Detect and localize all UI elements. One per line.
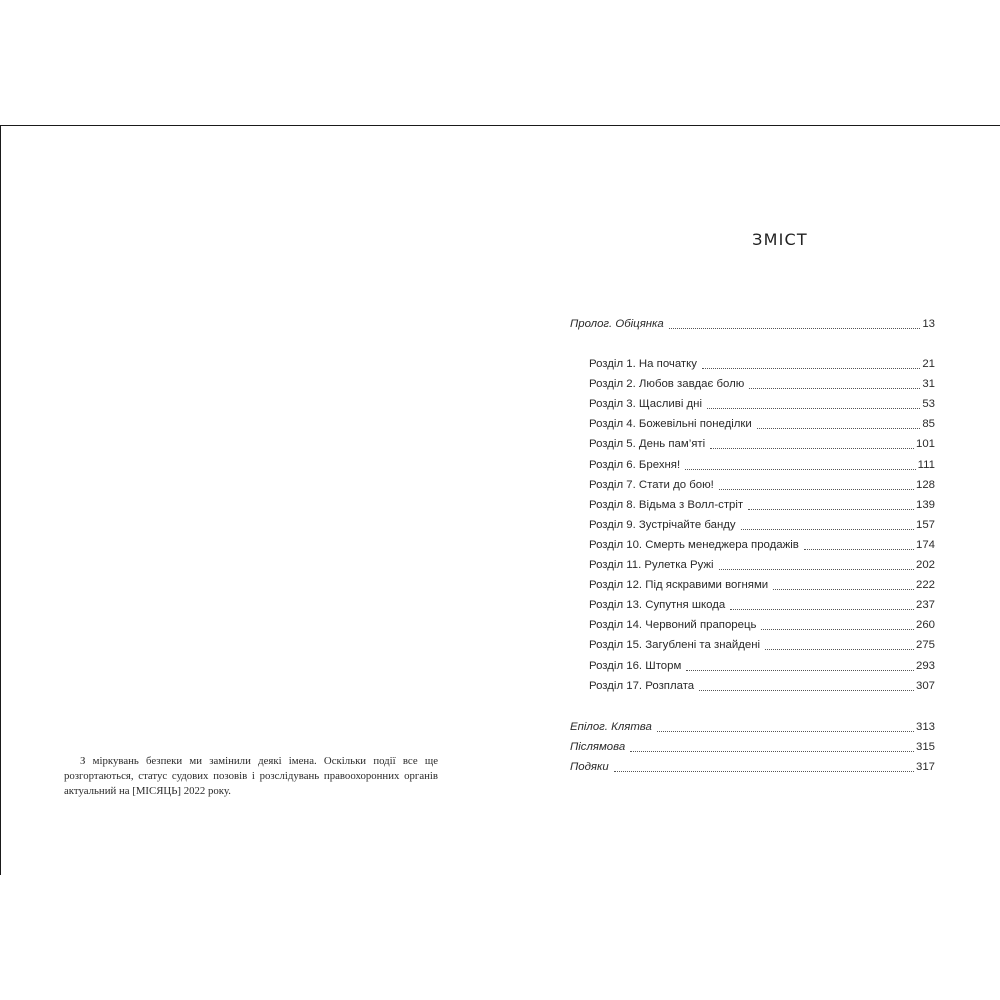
dot-leader (614, 771, 914, 772)
toc-entry-label: Розділ 3. Щасливі дні (589, 398, 702, 411)
toc-entry-label: Епілог. Клятва (570, 721, 652, 733)
toc-entry-chapter (589, 394, 935, 414)
toc-entry-prologue (570, 314, 935, 334)
toc-entry-label: Розділ 13. Супутня шкода (589, 599, 726, 612)
toc-entry-page: 202 (915, 559, 935, 571)
dot-leader (657, 731, 914, 732)
dot-leader (710, 448, 914, 449)
toc-entry-label: Розділ 8. Відьма з Волл-стріт (589, 498, 744, 511)
toc-entry-chapter (589, 595, 935, 615)
toc-entry-label: Розділ 2. Любов завдає болю (589, 378, 745, 391)
toc-entry-label: Розділ 10. Смерть менеджера продажів (589, 538, 799, 551)
toc-entry-page: 111 (917, 458, 935, 471)
dot-leader (686, 670, 914, 671)
toc-entry-page: 313 (915, 721, 935, 733)
dot-leader (741, 529, 914, 530)
dot-leader (804, 549, 914, 550)
toc-entry-page: 174 (915, 538, 935, 551)
disclaimer-note: З міркувань безпеки ми замінили деякі імена. Оскільки події все ще розгортаються, статус судових позовів і розслідувань правоохоронних органів актуальний на [МІСЯЦЬ] 2022 року. (64, 755, 438, 797)
toc-entry-chapter (589, 656, 935, 676)
toc-entry-chapter (589, 374, 935, 394)
toc-entry-page: 53 (922, 398, 935, 411)
toc-entry-chapter (589, 434, 935, 454)
toc-entry-backmatter (570, 757, 935, 777)
toc-entry-chapter (589, 455, 935, 475)
toc-entry-chapter (589, 555, 935, 575)
toc-entry-chapter (589, 535, 935, 555)
toc-entry-page: 157 (915, 518, 935, 531)
toc-entry-backmatter (570, 717, 935, 737)
dot-leader (757, 428, 921, 429)
toc-entry-chapter (589, 635, 935, 655)
dot-leader (773, 589, 914, 590)
dot-leader (749, 388, 920, 389)
toc-entry-label: Розділ 11. Рулетка Ружі (589, 559, 714, 571)
toc-entry-label: Розділ 9. Зустрічайте банду (589, 518, 736, 531)
toc-entry-label: Розділ 15. Загублені та знайдені (589, 639, 761, 652)
toc-entry-page: 317 (915, 761, 935, 773)
toc-entry-label: Розділ 16. Шторм (589, 659, 682, 672)
toc-entry-label: Розділ 14. Червоний прапорець (589, 619, 757, 632)
toc-title: ЗМІСТ (752, 230, 808, 249)
dot-leader (765, 649, 914, 650)
toc-entry-page: 237 (915, 599, 935, 612)
toc-entry-backmatter (570, 737, 935, 757)
dot-leader (669, 328, 921, 329)
toc-entry-chapter (589, 495, 935, 515)
toc-entry-page: 139 (915, 498, 935, 511)
toc-entry-label: Розділ 4. Божевільні понеділки (589, 418, 752, 431)
dot-leader (685, 469, 916, 470)
page-edge-line (0, 125, 1, 875)
toc-entry-label: Розділ 12. Під яскравими вогнями (589, 579, 769, 592)
dot-leader (719, 489, 914, 490)
dot-leader (730, 609, 914, 610)
toc-entry-label: Розділ 5. День пам’яті (589, 438, 706, 451)
dot-leader (702, 368, 920, 369)
dot-leader (699, 690, 914, 691)
toc-entry-chapter (589, 475, 935, 495)
toc-entry-page: 307 (915, 679, 935, 692)
toc-entry-page: 85 (922, 418, 935, 431)
toc-entry-chapter (589, 414, 935, 434)
dot-leader (630, 751, 914, 752)
toc-entry-label: Подяки (570, 761, 609, 773)
toc-entry-page: 21 (922, 358, 935, 370)
toc-entry-label: Розділ 6. Брехня! (589, 458, 681, 471)
toc-entry-page: 128 (915, 478, 935, 491)
toc-entry-chapter (589, 676, 935, 696)
toc-entry-label: Післямова (570, 741, 626, 753)
toc-entry-page: 293 (915, 659, 935, 672)
toc-entry-label: Розділ 7. Стати до бою! (589, 478, 714, 491)
toc-entry-label: Розділ 17. Розплата (589, 679, 695, 692)
toc-entry-page: 315 (915, 741, 935, 753)
toc-entry-page: 222 (915, 579, 935, 592)
toc-entry-label: Пролог. Обіцянка (570, 318, 664, 330)
toc-entry-page: 31 (922, 378, 935, 391)
toc-entry-chapter (589, 354, 935, 374)
dot-leader (761, 629, 914, 630)
dot-leader (707, 408, 920, 409)
toc-entry-page: 260 (915, 619, 935, 632)
toc-entry-chapter (589, 575, 935, 595)
toc-entry-page: 13 (922, 318, 935, 330)
toc-entry-page: 275 (915, 639, 935, 652)
toc-entry-chapter (589, 615, 935, 635)
dot-leader (719, 569, 914, 570)
dot-leader (748, 509, 914, 510)
toc-entry-page: 101 (915, 438, 935, 451)
toc-entry-chapter (589, 515, 935, 535)
toc-entry-label: Розділ 1. На початку (589, 358, 697, 370)
